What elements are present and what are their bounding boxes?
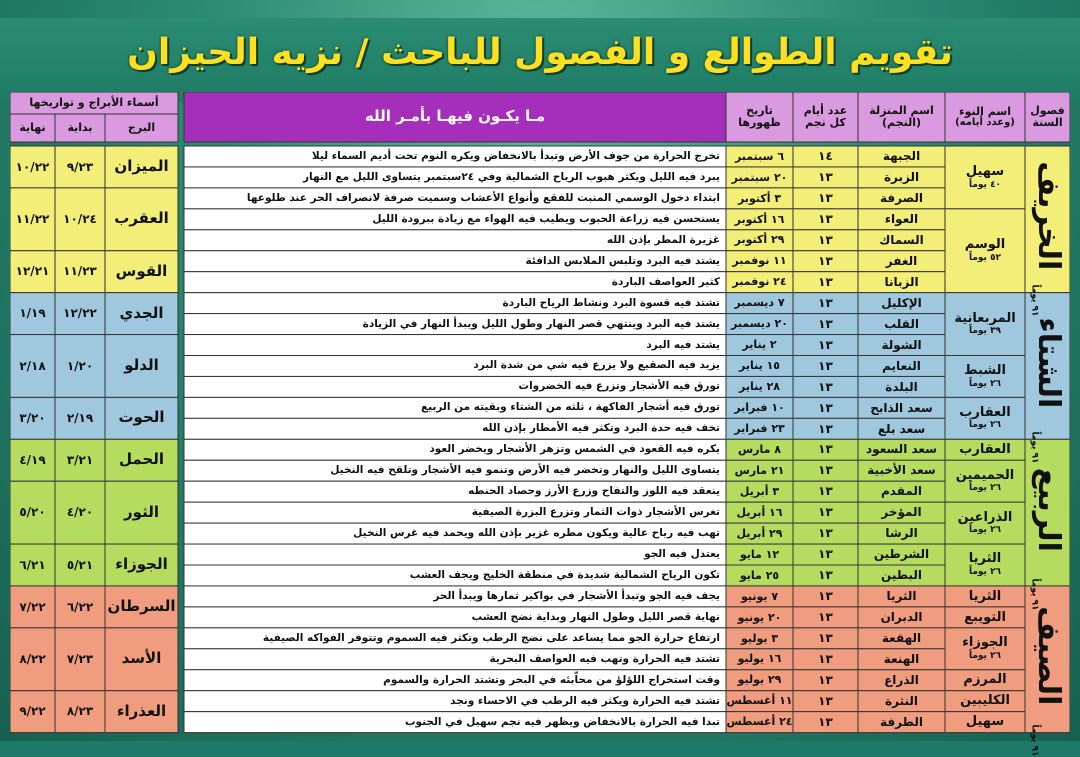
naw-cell bbox=[945, 628, 1025, 670]
desc-cell: وقت استخراج اللؤلؤ من محاّبئه في البحر وتشتد الحرارة والسموم bbox=[383, 673, 720, 686]
season-days: ٩١ يوماً bbox=[1029, 577, 1040, 611]
date-cell: ٣ أكتوبر bbox=[737, 191, 782, 205]
star-cell: النعايم bbox=[882, 358, 921, 373]
zodiac-end: ٦/٢١ bbox=[19, 557, 46, 572]
days-cell: ١٣ bbox=[818, 505, 833, 520]
naw-name: الثريا bbox=[968, 551, 1002, 567]
desc-cell: يكره فيه القعود في الشمس وتزهر الأشجار ويخضر العود bbox=[429, 443, 720, 456]
naw-days: ٢٦ يوماً bbox=[968, 525, 1002, 536]
desc-cell: تورق فيه الأشجار وتزرع فيه الخضروات bbox=[518, 380, 720, 393]
days-cell: ١٣ bbox=[818, 610, 833, 625]
date-header: تاريخ ظهورها bbox=[738, 104, 781, 129]
naw-days: ٢٦ يوماً bbox=[968, 483, 1002, 494]
zodiac-end: ٨/٢٢ bbox=[19, 651, 46, 666]
star-cell: الزبانا bbox=[884, 274, 919, 289]
star-header bbox=[858, 92, 945, 142]
star-cell: البطين bbox=[881, 568, 922, 583]
naw-name: الوسم bbox=[964, 237, 1006, 253]
date-cell: ٢٠ سبتمبر bbox=[731, 170, 788, 184]
days-cell: ١٣ bbox=[818, 651, 833, 666]
naw-cell bbox=[945, 209, 1025, 293]
zodiac-end: ١٠/٢٢ bbox=[15, 159, 50, 174]
zodiac-name: الجوزاء bbox=[115, 555, 168, 574]
days-cell: ١٣ bbox=[818, 274, 833, 289]
naw-name: التويبع bbox=[964, 609, 1006, 625]
date-cell: ٣ يوليو bbox=[740, 631, 779, 645]
season-cell bbox=[1025, 293, 1070, 464]
desc-cell: ارتفاع حرارة الجو مما يساعد على نضج الرطب وتكثر فيه السموم وتتوفر الفواكه الصيفية bbox=[262, 631, 720, 644]
star-cell: الذراع bbox=[884, 672, 919, 687]
days-cell: ١٣ bbox=[818, 421, 833, 436]
page-title: تقويم الطوالع و الفصول للباحث / نزيه الحيزان bbox=[127, 32, 953, 73]
desc-cell: ينعقد فيه اللوز والتفاح وزرع الأرز وحصاد الحنطه bbox=[468, 485, 720, 498]
date-cell: ١٦ أبريل bbox=[736, 505, 783, 519]
season-days: ٩١ يوماً bbox=[1029, 284, 1040, 317]
zodiac-start: ٤/٢٠ bbox=[66, 505, 94, 520]
zodiac-name: الثور bbox=[124, 502, 159, 521]
zodiac-end: ٥/٢٠ bbox=[19, 505, 46, 520]
date-cell: ٢٠ ديسمبر bbox=[731, 317, 788, 331]
season-days: ٩١ يوماً bbox=[1029, 724, 1040, 757]
zodiac-name: القوس bbox=[115, 261, 168, 280]
desc-cell: تخرج الحرارة من جوف الأرض وتبدأ بالانخفاض ويكره النوم تحت أديم السماء ليلا bbox=[311, 149, 720, 162]
date-cell: ٢٤ أغسطس bbox=[726, 715, 793, 729]
naw-cell bbox=[945, 607, 1025, 628]
days-cell: ١٣ bbox=[818, 337, 833, 352]
date-cell: ٢٩ أكتوبر bbox=[734, 233, 785, 247]
days-cell: ١٣ bbox=[818, 568, 833, 583]
naw-days: ٢٦ يوماً bbox=[968, 420, 1002, 431]
date-cell: ٢٨ يناير bbox=[739, 380, 780, 394]
naw-cell bbox=[945, 146, 1025, 209]
star-cell: الهنعة bbox=[883, 651, 920, 666]
zodiac-end: ٧/٢٢ bbox=[19, 599, 46, 614]
start-header: بداية bbox=[67, 121, 93, 135]
desc-cell: كثير العواصف الباردة bbox=[611, 275, 720, 288]
desc-cell: تورق فيه أشجار الفاكهة ، ثلثه من الشتاء وبقيته من الربيع bbox=[420, 401, 720, 414]
days-cell: ١٣ bbox=[818, 212, 833, 227]
naw-name: سهيل bbox=[965, 714, 1005, 730]
desc-cell: غزيرة المطر بإذن الله bbox=[606, 233, 720, 246]
desc-cell: تخف فيه حدة البرد وتكثر فيه الأمطار بإذن الله bbox=[482, 422, 720, 435]
naw-name: الحميمين bbox=[955, 467, 1015, 483]
zodiac-end: ٩/٢٢ bbox=[19, 704, 46, 719]
naw-name: العقارب bbox=[959, 404, 1011, 420]
star-header-label: اسم المنزلة bbox=[869, 104, 934, 118]
season-cell bbox=[1025, 586, 1070, 757]
days-cell: ١٣ bbox=[818, 672, 833, 687]
season-cell bbox=[1025, 146, 1070, 317]
naw-days: ٤٠ يوماً bbox=[968, 179, 1002, 190]
star-cell: الثريا bbox=[886, 589, 917, 604]
naw-days: ٣٩ يوماً bbox=[968, 326, 1002, 337]
naw-days: ٢٦ يوماً bbox=[968, 567, 1002, 578]
naw-name: المرزم bbox=[963, 672, 1007, 688]
star-cell: سعد الأخبية bbox=[867, 463, 936, 478]
season-name: الخريف bbox=[1030, 161, 1066, 271]
desc-cell: يزيد فيه الصقيع ولا يزرع فيه شي من شدة البرد bbox=[473, 359, 720, 372]
zodiac-end: ٢/١٨ bbox=[19, 358, 46, 373]
days-cell: ١٣ bbox=[818, 253, 833, 268]
days-cell: ١٣ bbox=[818, 442, 833, 457]
zodiac-end: ٣/٢٠ bbox=[19, 411, 46, 426]
desc-cell: تشتد فيه قسوة البرد ونشاط الرياح الباردة bbox=[502, 296, 720, 309]
naw-cell bbox=[945, 691, 1025, 712]
days-header: عدد أيام كل نجم bbox=[803, 104, 848, 129]
naw-cell bbox=[945, 293, 1025, 356]
zodiac-end: ١/١٩ bbox=[19, 306, 46, 321]
naw-cell bbox=[945, 670, 1025, 691]
star-cell: البلدة bbox=[885, 379, 918, 394]
zodiac-name: الحمل bbox=[118, 450, 165, 469]
star-cell: الطرفة bbox=[880, 714, 923, 729]
star-cell: المقدم bbox=[880, 484, 923, 499]
star-cell: الجبهة bbox=[882, 149, 921, 164]
date-cell: ٢٥ مايو bbox=[739, 568, 780, 582]
days-cell: ١٣ bbox=[818, 379, 833, 394]
date-cell: ٢٣ فبراير bbox=[734, 422, 785, 436]
star-header-sub: (النجم) bbox=[882, 116, 921, 129]
date-cell: ٣ أبريل bbox=[739, 484, 780, 498]
zodiac-end: ١١/٢٢ bbox=[15, 212, 50, 227]
days-cell: ١٣ bbox=[818, 463, 833, 478]
days-cell: ١٣ bbox=[818, 295, 833, 310]
zodiac-name: العقرب bbox=[114, 209, 169, 228]
zodiac-start: ٦/٢٢ bbox=[66, 599, 94, 614]
star-cell: النثرة bbox=[885, 693, 918, 708]
zodiac-start: ٣/٢١ bbox=[66, 452, 94, 467]
naw-cell bbox=[945, 502, 1025, 544]
date-cell: ١٠ فبراير bbox=[734, 401, 785, 415]
naw-name: الثريا bbox=[968, 588, 1002, 604]
naw-name: العقارب bbox=[959, 441, 1011, 457]
naw-days: ٢٦ يوماً bbox=[968, 650, 1002, 661]
zodiac-name: الجدي bbox=[119, 303, 164, 322]
date-cell: ١٦ أكتوبر bbox=[734, 212, 785, 226]
desc-cell: يستحسن فيه زراعة الحبوب ويطيب فيه الهواء مع زيادة ببرودة الليل bbox=[372, 212, 720, 225]
naw-name: الكليبين bbox=[960, 693, 1010, 709]
date-cell: ١٦ يوليو bbox=[737, 652, 782, 666]
star-cell: سعد السعود bbox=[866, 442, 937, 457]
star-cell: الإكليل bbox=[881, 295, 922, 310]
star-cell: السماك bbox=[879, 232, 924, 247]
date-cell: ٧ يونيو bbox=[740, 589, 779, 603]
days-cell: ١٣ bbox=[818, 526, 833, 541]
naw-name: الشبط bbox=[964, 362, 1006, 378]
date-cell: ٦ سبتمبر bbox=[734, 149, 785, 163]
days-cell: ١٣ bbox=[818, 232, 833, 247]
end-header: نهاية bbox=[19, 121, 46, 135]
zodiac-start: ٥/٢١ bbox=[66, 557, 94, 572]
date-cell: ١١ أغسطس bbox=[726, 694, 793, 708]
days-cell: ١٣ bbox=[818, 631, 833, 646]
date-cell: ٢ يناير bbox=[742, 338, 777, 352]
season-days: ٩١ يوماً bbox=[1029, 431, 1040, 464]
date-cell: ٢١ مارس bbox=[734, 463, 785, 477]
season-name: الربيع bbox=[1030, 467, 1066, 552]
days-cell: ١٣ bbox=[818, 170, 833, 185]
star-cell: الهقعة bbox=[881, 631, 922, 646]
days-cell: ١٣ bbox=[818, 191, 833, 206]
date-cell: ١٥ يناير bbox=[739, 359, 780, 373]
star-cell: القلب bbox=[884, 316, 919, 331]
days-cell: ١٣ bbox=[818, 358, 833, 373]
naw-cell bbox=[945, 439, 1025, 460]
zodiac-name: الأسد bbox=[121, 649, 162, 668]
desc-cell: يعتدل فيه الجو bbox=[644, 548, 720, 560]
zodiac-start: ٢/١٩ bbox=[66, 411, 94, 426]
naw-header bbox=[945, 92, 1025, 142]
days-cell: ١٣ bbox=[818, 547, 833, 562]
star-cell: الغفر bbox=[885, 253, 918, 268]
date-cell: ١١ نوفمبر bbox=[732, 254, 787, 268]
desc-cell: تهب فيه رياح عالية ويكون مطره غزير بإذن الله ويحمد فيه غرس النخيل bbox=[353, 527, 720, 540]
star-cell: المؤخر bbox=[881, 505, 922, 520]
star-cell: الرشا bbox=[885, 526, 918, 541]
days-cell: ١٤ bbox=[818, 149, 833, 164]
footer-strip bbox=[380, 734, 660, 741]
zodiac-name: الدلو bbox=[124, 356, 159, 375]
desc-cell: يشتد فيه البرد bbox=[646, 338, 720, 351]
zodiac-start: ١١/٢٣ bbox=[63, 264, 97, 279]
season-name: الصيف bbox=[1030, 606, 1066, 706]
zodiac-name: الميزان bbox=[114, 157, 169, 176]
date-cell: ٢٩ أبريل bbox=[736, 526, 783, 540]
star-cell: سعد الذابح bbox=[870, 400, 933, 415]
naw-name: الذراعين bbox=[957, 509, 1013, 525]
desc-cell: تبدا فيه الحرارة بالانخفاض ويظهر فيه نجم سهيل في الجنوب bbox=[404, 715, 720, 728]
days-cell: ١٣ bbox=[818, 484, 833, 499]
desc-cell: تشتد فيه الحرارة ويكثر فيه الرطب في الاحساء ونجد bbox=[450, 694, 720, 707]
zodiac-header: البرج bbox=[127, 121, 156, 135]
star-cell: الشولة bbox=[881, 337, 922, 352]
naw-header-label: اسم النوء bbox=[959, 104, 1011, 118]
desc-cell: يتساوى الليل والنهار وتخضر فيه الأرض وتنمو فيه الأشجار وتلقح فيه النخيل bbox=[330, 464, 720, 477]
calendar-table bbox=[10, 92, 1070, 757]
date-cell: ٢٠ يونيو bbox=[737, 610, 782, 624]
zodiac-start: ٧/٢٣ bbox=[66, 651, 94, 666]
star-cell: العواء bbox=[884, 212, 919, 227]
desc-cell: نهاية قصر الليل وطول النهار وبداية نضج العشب bbox=[471, 610, 720, 623]
date-cell: ٧ ديسمبر bbox=[734, 296, 785, 310]
desc-cell: يجف فيه الجو وتبدأ الأشجار في بواكير ثمارها ويبدأ الحر bbox=[433, 589, 720, 602]
zodiac-end: ٤/١٩ bbox=[19, 452, 46, 467]
desc-cell: يشتد فيه البرد وتلبس الملابس الدافئة bbox=[525, 254, 720, 267]
zodiac-group-header: أسماء الأبراج و تواريخها bbox=[29, 96, 159, 110]
naw-cell bbox=[945, 544, 1025, 586]
season-name: الشتاء bbox=[1030, 317, 1066, 409]
zodiac-start: ١٢/٢٢ bbox=[63, 306, 97, 321]
naw-cell bbox=[945, 397, 1025, 439]
desc-cell: يشتد فيه البرد وينتهي قصر النهار وطول الليل ويبدأ النهار في الزيادة bbox=[362, 317, 720, 330]
date-cell: ٢٤ نوفمبر bbox=[732, 275, 787, 289]
star-cell: سعد بلع bbox=[877, 421, 926, 436]
star-cell: الزبرة bbox=[883, 170, 920, 185]
season-cell bbox=[1025, 439, 1070, 611]
season-header: فصول السنة bbox=[1030, 104, 1065, 129]
zodiac-end: ١٢/٢١ bbox=[15, 264, 50, 279]
desc-cell: ابتداء دخول الوسمي المنبت للفقع وأنواع الأعشاب وسميت صرفة لانصراف الحر عند طلوعها bbox=[246, 191, 720, 204]
desc-cell: تغرس الأشجار ذوات الثمار وتزرع البزرة الصيفية bbox=[471, 506, 720, 519]
zodiac-name: العذراء bbox=[116, 701, 167, 720]
days-cell: ١٣ bbox=[818, 693, 833, 708]
zodiac-start: ١٠/٢٤ bbox=[63, 212, 97, 227]
desc-cell: تكون الرياح الشمالية شديدة في منطقة الخليج ويجف العشب bbox=[409, 568, 720, 581]
naw-days: ٢٦ يوماً bbox=[968, 378, 1002, 389]
naw-cell bbox=[945, 712, 1025, 733]
desc-header: مـا يكـون فيهـا بأمـر الله bbox=[364, 107, 546, 126]
naw-name: المربعانية bbox=[954, 310, 1016, 326]
zodiac-name: السرطان bbox=[107, 597, 176, 615]
naw-name: سهيل bbox=[965, 163, 1005, 179]
star-cell: الشرطين bbox=[873, 547, 930, 562]
date-cell: ١٢ مايو bbox=[739, 547, 780, 561]
desc-cell: يبرد فيه الليل ويكثر هبوب الرياح الشمالية وفي ٢٤سبتمبر يتساوى الليل مع النهار bbox=[303, 170, 720, 183]
naw-header-sub: (وعدد أيامه) bbox=[955, 116, 1015, 128]
naw-cell bbox=[945, 460, 1025, 502]
naw-days: ٥٢ يوماً bbox=[968, 252, 1002, 263]
star-cell: الدبران bbox=[880, 610, 923, 625]
zodiac-start: ٩/٢٣ bbox=[66, 159, 94, 174]
naw-cell bbox=[945, 586, 1025, 607]
zodiac-name: الحوت bbox=[118, 408, 165, 427]
days-cell: ١٣ bbox=[818, 589, 833, 604]
desc-cell: تشتد فيه الحرارة وتهب فيه العواصف البحرية bbox=[489, 652, 720, 665]
naw-name: الجوزاء bbox=[962, 635, 1008, 651]
date-cell: ٨ مارس bbox=[738, 442, 782, 456]
days-cell: ١٣ bbox=[818, 316, 833, 331]
date-cell: ٢٩ يوليو bbox=[737, 673, 782, 687]
zodiac-start: ٨/٢٣ bbox=[66, 704, 94, 719]
naw-cell bbox=[945, 356, 1025, 398]
days-cell: ١٣ bbox=[818, 400, 833, 415]
star-cell: الصرفة bbox=[879, 191, 924, 206]
zodiac-start: ١/٢٠ bbox=[66, 358, 94, 373]
days-cell: ١٣ bbox=[818, 714, 833, 729]
